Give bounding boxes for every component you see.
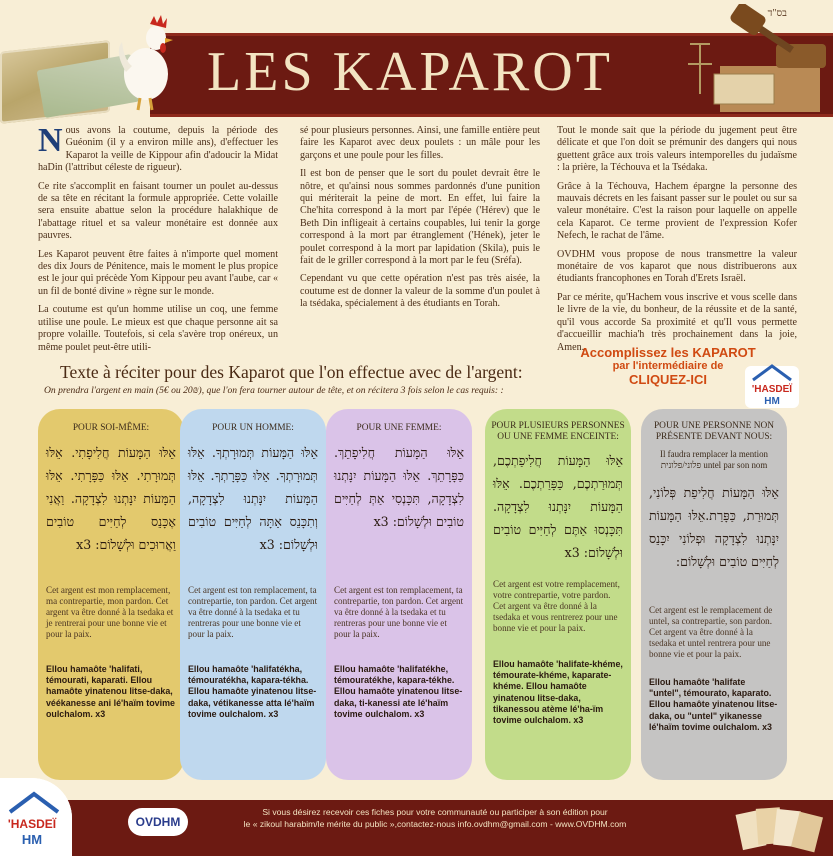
french-translation: Cet argent est votre remplacement, votre contrepartie, votre pardon. Cet argent va être donné à la tsedaka et vous rentrerez pour une bonne vie et pour la paix. <box>493 579 620 633</box>
promo-link[interactable] <box>578 345 758 387</box>
intro-column-3 <box>557 125 797 360</box>
intro-paragraph: Par ce mérite, qu'Hachem vous inscrive et vous scelle dans le livre de la vie, du bonheur, de la réussite et de la santé, qu'il vous accorde Sa proximité et qu'Il vous permette d'accueillir machia'h très prochainement dans la joie, Amen. <box>557 291 797 353</box>
card-note: Il faudra remplacer la mention פלוני/פלונית untel par son nom <box>660 449 768 470</box>
intro-paragraph: Il est bon de penser que le sort du poulet devrait être le nôtre, et qu'ainsi nous sommes pardonnés d'une punition qui mériterait la peine de mort. En effet, lui faire la Che'hita correspond à la mort par l'épée ('Hérev) que le Beth Din infligeait à certains coupables, lui tenir la gorge correspond à la mort par étranglement ('Hének), jeter le poulet correspond à la mort par lapidation (Skila), puis le fait de le griller correspond à la mort par le feu (Sréfa). <box>300 168 540 267</box>
card-several-people <box>485 409 631 780</box>
svg-text:HM: HM <box>21 832 43 847</box>
transliteration: Ellou hamaôte 'halifatékha, témouratékha, kapara-tékha. Ellou hamaôte yinatenou litse-daka, vétikanesse atta lé'haïm tovime oulchalom. x3 <box>188 664 317 719</box>
hasdei-hm-logo-footer[interactable] <box>0 778 72 856</box>
hebrew-formula: אֵלּוּ הַמָּעוֹת תְּמוּרָתְךָ. אֵלּוּ תְּמוּרָתְךָ. אֵלּוּ כַּפָּרָתְךָ. אֵלּוּ הַמָּעוֹת יִנָּתְנוּ לִצְדָקָה, וְתִכָּנֵס אַתָּה לְחַיִּים טוֹבִים וּלְשָׁלוֹם: x3 <box>188 445 318 552</box>
card-man <box>180 409 326 780</box>
french-translation: Cet argent est ton remplacement, ta contrepartie, ton pardon. Cet argent va être donné à la tsedaka et tu rentreras pour une bonne vie et pour la paix. <box>334 585 464 639</box>
ovdhm-logo[interactable]: OVDHM <box>128 808 188 836</box>
intro-paragraph-text: ous avons la coutume, depuis la période des Guéonim (il y a environ mille ans), d'effectuer les Kaparot la veille de Kippour afin d'adoucir la Midat haDin (l'attribut céleste de rigueur). <box>38 125 278 174</box>
french-translation: Cet argent est ton remplacement, ta contrepartie, ton pardon. Cet argent va être donné à la tsedaka et tu rentreras pour une bonne vie et pour la paix. <box>188 585 318 639</box>
intro-column-2 <box>300 125 540 317</box>
svg-text:'HASDEÏ: 'HASDEÏ <box>751 384 793 395</box>
header <box>0 0 833 118</box>
card-absent-person <box>641 409 787 780</box>
transliteration: Ellou hamaôte 'halifate-khéme, témourate-khéme, kaparate-khéme. Ellou hamaôte yinatenou litse-daka, tikanessou atème lé'ha-ïm tovime oulchalom. x3 <box>493 659 623 726</box>
hebrew-formula: אֵלּוּ הַמָּעוֹת חֲלִיפַתְכֶם, תְּמוּרַתְכֶם, כַּפָּרַתְכֶם. אֵלּוּ הַמָּעוֹת יִנָּתְנוּ לִצְדָקָה. תִּכָּנְסוּ אַתֶּם לְחַיִּים טוֹבִים וּלְשָׁלוֹם: x3 <box>493 453 623 560</box>
recite-title: Texte à réciter pour des Kaparot que l'on effectue avec de l'argent: <box>60 362 523 382</box>
transliteration: Ellou hamaôte 'halifatékhe, témouratékhe, kapara-tékhe. Ellou hamaôte yinatenou litse-daka, ti-kanessi ate lé'haïm tovime oulchalom. x3 <box>334 664 463 719</box>
svg-text:'HASDEÏ: 'HASDEÏ <box>7 817 57 831</box>
card-header: POUR UNE PERSONNE NON PRÉSENTE DEVANT NOUS: <box>653 421 775 442</box>
click-here-link[interactable]: CLIQUEZ-ICI <box>629 372 707 387</box>
page-title: LES KAPAROT <box>207 41 613 103</box>
intro-paragraph: La coutume est qu'un homme utilise un coq, une femme utilise une poule. Le mieux est que chaque personne ait sa propre volaille. Toutefois, si cela s'avère trop onéreux, un même poulet peut-être utili- <box>38 304 278 353</box>
card-header: POUR SOI-MÊME: <box>72 423 150 433</box>
intro-paragraph: OVDHM vous propose de nous transmettre la valeur monétaire de vos kaparot que nous distribuerons aux étudiants francophones en Torah d'Erets Israël. <box>557 248 797 285</box>
dropcap: N <box>38 122 63 159</box>
card-header: POUR UNE FEMME: <box>356 423 442 433</box>
intro-paragraph: Grâce à la Téchouva, Hachem épargne la personne des mauvais décrets en les faisant passer sur le poulet ou sur sa valeur monétaire. C'est la raison pour laquelle on appelle cela Kaparot. Ce terme provient de l'expression Kofer Nefech, le rachat de l'âme. <box>557 180 797 242</box>
gavel-icon <box>680 4 830 116</box>
intro-paragraph: Ce rite s'accomplit en faisant tourner un poulet au-dessus de sa tête en récitant la formule appropriée. Cette volaille sera ensuite abattue selon la procédure halakhique de l'abattage rituel et sa valeur monétaire est donnée aux pauvres. <box>38 180 278 242</box>
intro-paragraph <box>38 122 278 175</box>
intro-column-1 <box>38 122 278 360</box>
intro-paragraph: Les Kaparot peuvent être faites à n'importe quel moment des dix Jours de Pénitence, mais le moment le plus propice est le jour qui précède Yom Kippour peu avant l'aube, car « un fil de bonté divine » règne sur le monde. <box>38 248 278 297</box>
card-woman <box>326 409 472 780</box>
transliteration: Ellou hamaôte 'halifati, témourati, kaparati. Ellou hamaôte yinatenou litse-daka, véékanesse ani lé'haïm tovime oulchalom. x3 <box>46 664 175 719</box>
footer-line-1: Si vous désirez recevoir ces fiches pour votre communauté ou participer à son édition pour <box>262 807 608 817</box>
intro-paragraph: Cependant vu que cette opération n'est pas très aisée, la coutume est de donner la valeur de la somme d'un poulet à la tsédaka, spécialement à des étudiants en Torah. <box>300 273 540 310</box>
card-header: POUR UN HOMME: <box>212 423 294 433</box>
card-self <box>38 409 184 780</box>
transliteration: Ellou hamaôte 'halifate "untel", témourato, kaparato. Ellou hamaôte yinatenou litse-daka, ou "untel" yikanesse lé'haïm tovime oulchalom. x3 <box>649 677 778 732</box>
footer-text <box>200 806 670 830</box>
sample-sheets-image <box>735 802 831 854</box>
french-translation: Cet argent est mon remplacement, ma contrepartie, mon pardon. Cet argent va être donné à la tsedaka et je rentrerai pour une bonne vie et pour la paix. <box>46 585 174 639</box>
footer-line-2[interactable]: le « zikoul harabim/le mérite du public »,contactez-nous info.ovdhm@gmail.com - www.OVDHM.com <box>243 819 627 829</box>
intro-paragraph: Tout le monde sait que la période du jugement peut être délicate et que l'on doit se prémunir des dangers qui nous guettent grâce aux trois valeurs intemporelles du judaïsme : la prière, la Téchouva et la Tsédaka. <box>557 125 797 174</box>
card-header: POUR PLUSIEURS PERSONNES OU UNE FEMME ENCEINTE: <box>491 421 625 442</box>
hasdei-hm-logo[interactable] <box>743 358 801 410</box>
promo-line-2: par l'intermédiaire de <box>612 360 724 372</box>
hebrew-formula: אֵלּוּ הַמָּעוֹת חֲלִיפַת פְּלוֹנִי, תְּמוּרַת, כַּפָּרַת.אֵלּוּ הַמָּעוֹת יִנָּתְנוּ לִצְדָקָה וּפְלוֹנִי יִכָּנֵס לְחַיִּים טוֹבִים וּלְשָׁלוֹם: <box>649 485 779 569</box>
bsd-mark: בס"ד <box>767 8 787 19</box>
recite-subtitle: On prendra l'argent en main (5€ ou 20₪), que l'on fera tourner autour de tête, et on récitera 3 fois selon le cas requis: : <box>44 385 504 396</box>
promo-line-1: Accomplissez les KAPAROT <box>580 345 756 360</box>
svg-text:HM: HM <box>764 396 780 407</box>
french-translation: Cet argent est le remplacement de untel, sa contrepartie, son pardon. Cet argent va être donné à la tsedaka et untel rentrera pour une bonne vie et pour la paix. <box>649 605 773 659</box>
intro-paragraph: sé pour plusieurs personnes. Ainsi, une famille entière peut faire les Kaparot avec deux poulets : un mâle pour les garçons et une poule pour les filles. <box>300 125 540 161</box>
hebrew-formula: אֵלּוּ הַמָּעוֹת חֲלִיפָתֵךְ. כַּפָּרָתֵךְ. אֵלּוּ הַמָּעוֹת יִנָּתְנוּ לִצְדָקָה, תִּכָּנְסִי אַתְּ לְחַיִּים טוֹבִים וּלְשָׁלוֹם: x3 <box>334 445 464 529</box>
hebrew-formula: אֵלּוּ הַמָּעוֹת חֲלִיפָתִי. אֵלּוּ תְּמוּרָתִי. אֵלּוּ כַּפָּרָתִי. אֵלּוּ הַמָּעוֹת יִנָּתְנוּ לִצְדָקָה. וַאֲנִי אֶכָּנֵס לְחַיִּים טוֹבִים וַאֲרוּכִים וּלְשָׁלוֹם: x3 <box>46 445 176 552</box>
